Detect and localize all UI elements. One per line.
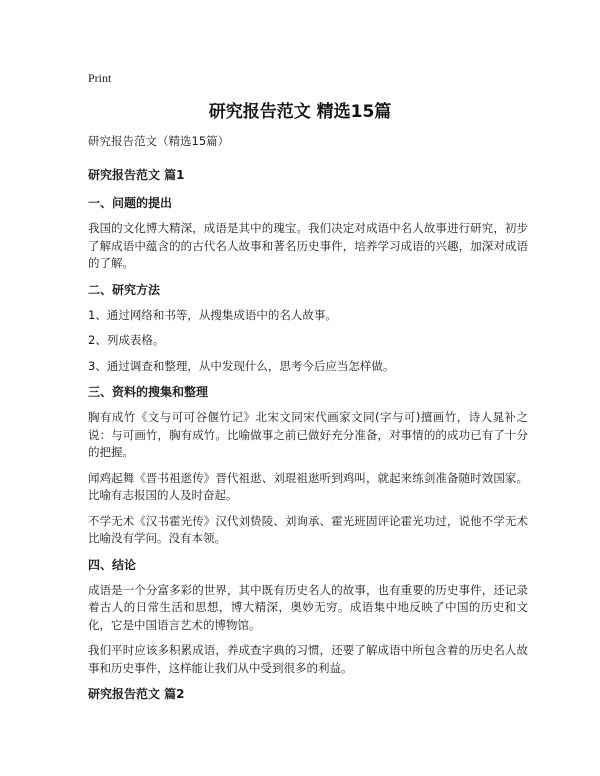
document-subtitle: 研究报告范文（精选15篇） — [88, 134, 230, 148]
paragraph: 我们平时应该多积累成语，养成查字典的习惯，还要了解成语中所包含着的历史名人故事和历史事件，这样能让我们从中受到很多的利益。 — [88, 643, 528, 675]
section-heading: 一、问题的提出 — [88, 196, 173, 210]
paragraph: 不学无术《汉书霍光传》汉代刘贽陵、刘询承、霍光班固评论霍光功过，说他不学无术比喻没有学问。没有本领。 — [88, 513, 528, 545]
section-heading: 二、研究方法 — [88, 282, 161, 297]
paragraph: 成语是一个分富多彩的世界，其中既有历史名人的故事，也有重要的历史事件，还记录着古人的日常生活和思想，博大精深，奥妙无穷。成语集中地反映了中国的历史和文化，它是中国语言艺术的博物馆。 — [88, 582, 528, 632]
document-body — [88, 132, 528, 713]
section-heading: 三、资料的搜集和整理 — [88, 385, 209, 399]
paragraph: 3、通过调查和整理，从中发现什么，思考今后应当怎样做。 — [88, 358, 395, 373]
paragraph: 闻鸡起舞《晋书祖逖传》晋代祖逖、刘琨祖逖听到鸡叫，就起来练剑准备随时效国家。比喻有志报国的人及时奋起。 — [88, 470, 528, 502]
section-method — [88, 281, 528, 376]
article-heading-2: 研究报告范文 篇2 — [88, 687, 185, 701]
page-title: 研究报告范文 精选15篇 — [208, 102, 392, 122]
section-materials — [88, 383, 528, 548]
paragraph: 胸有成竹《文与可可谷偃竹记》北宋文同宋代画家文同(字与可)擅画竹，诗人晁补之说：与可画竹，胸有成竹。比喻做事之前已做好充分准备，对事情的的成功已有了十分的把握。 — [88, 410, 528, 459]
paragraph: 1、通过网络和书等，从搜集成语中的名人故事。 — [88, 307, 337, 322]
section-heading: 四、结论 — [88, 557, 137, 572]
article-heading-1: 研究报告范文 篇1 — [88, 168, 185, 182]
section-conclusion — [88, 556, 528, 678]
section-problem — [88, 194, 528, 273]
paragraph: 2、列成表格。 — [88, 333, 165, 347]
print-link[interactable]: Print — [88, 71, 112, 85]
paragraph: 我国的文化博大精深，成语是其中的瑰宝。我们决定对成语中名人故事进行研究，初步了解成语中蕴含的的古代名人故事和著名历史事件，培养学习成语的兴趣，加深对成语的了解。 — [88, 221, 528, 270]
